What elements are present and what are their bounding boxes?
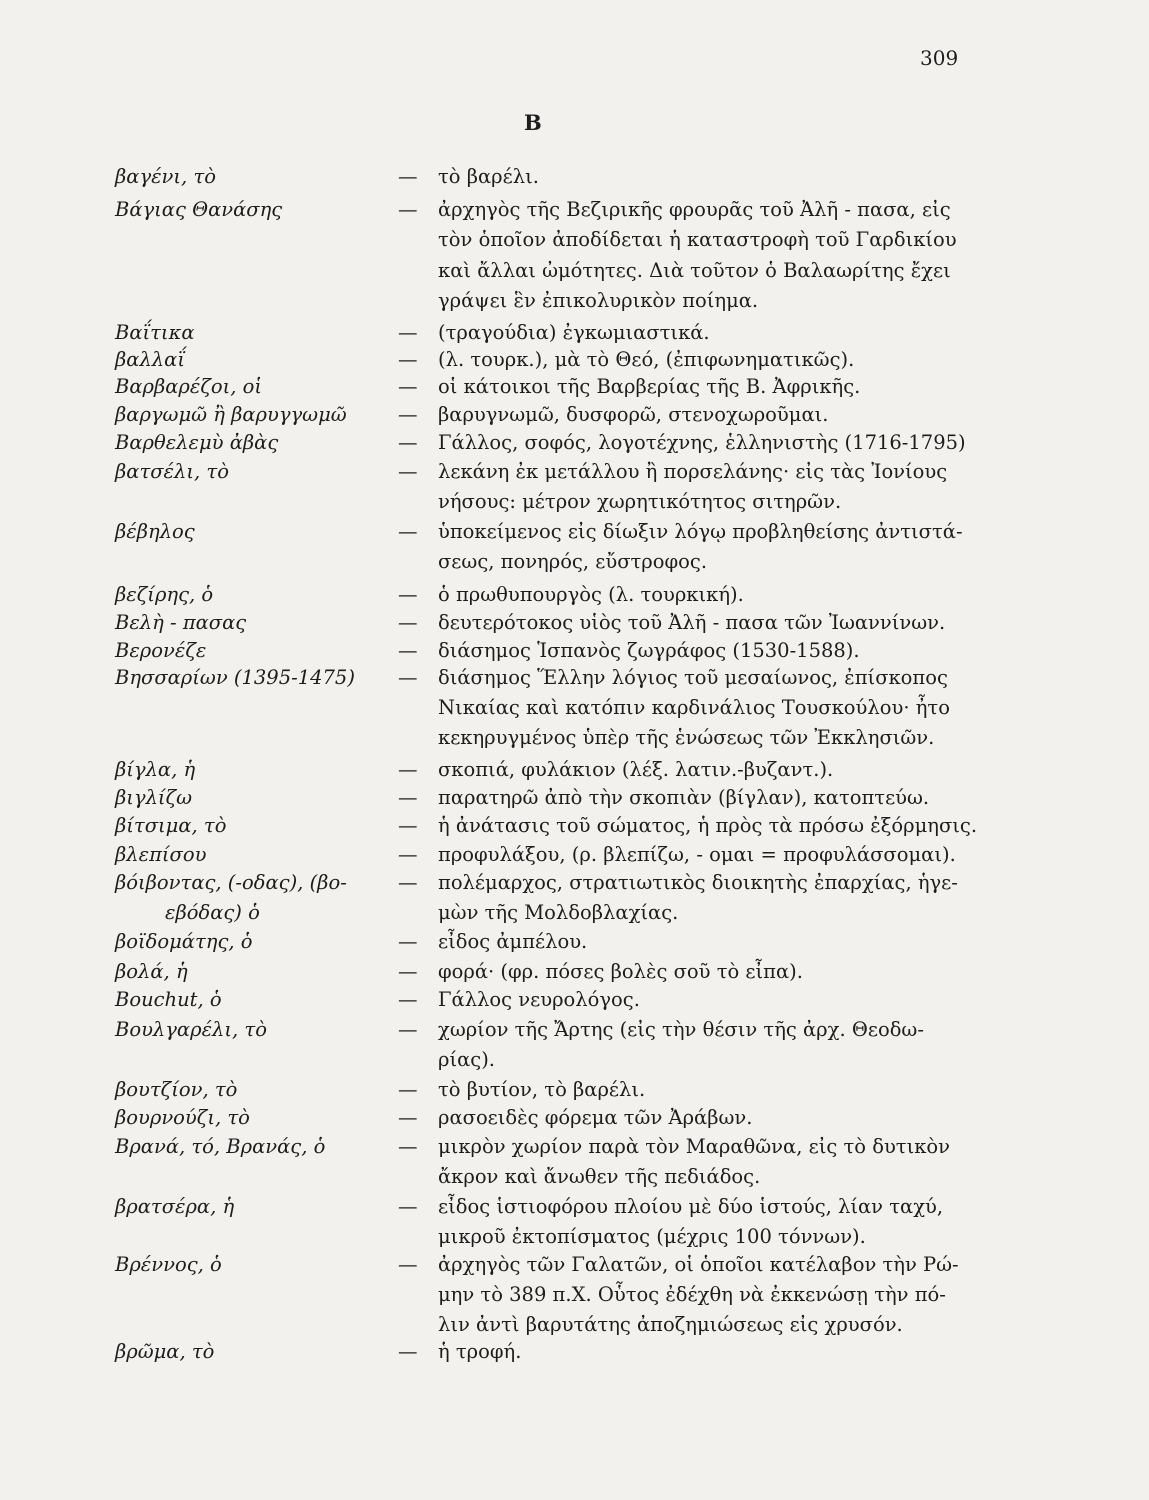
headword: βλεπίσου [115,843,207,866]
entry-line [0,608,1149,638]
entry-dash: — [398,165,418,188]
headword: βέβηλος [115,520,195,543]
headword: Bouchut, ὁ [115,988,222,1011]
entry-dash: — [398,460,418,483]
definition-text: εἶδος ἀμπέλου. [438,930,588,953]
headword: Βερονέζε [115,639,207,662]
entry-dash: — [398,1018,418,1041]
definition-text: σκοπιά, φυλάκιον (λέξ. λατιν.-βυζαντ.). [438,758,834,781]
definition-text: βαρυγνωμῶ, δυσφορῶ, στενοχωροῦμαι. [438,403,829,426]
definition-text: μὼν τῆς Μολδοβλαχίας. [438,901,679,924]
definition-text: γράψει ἓν ἐπικολυρικὸν ποίημα. [438,289,759,312]
headword: Βάγιας Θανάσης [115,198,283,221]
section-letter: B [524,110,542,135]
definition-text: Γάλλος νευρολόγος. [438,988,640,1011]
continuation-line [0,1222,1149,1252]
entry-dash: — [398,1078,418,1101]
definition-text: νήσους: μέτρον χωρητικότητος σιτηρῶν. [438,490,842,513]
entry-line [0,1132,1149,1162]
continuation-line [0,1162,1149,1192]
headword: βρατσέρα, ἡ [115,1195,235,1218]
continuation-line [0,1280,1149,1310]
entry-dash: — [398,375,418,398]
definition-text: λιν ἀντὶ βαρυτάτης ἀποζημιώσεως εἰς χρυσόν. [438,1313,903,1336]
entry-line [0,162,1149,192]
entry-line [0,195,1149,225]
entry-line [0,868,1149,898]
entry-line [0,428,1149,458]
entry-dash: — [398,988,418,1011]
definition-text: καὶ ἄλλαι ὠμότητες. Διὰ τοῦτον ὁ Βαλαωρίτης ἔχει [438,259,951,282]
definition-text: (τραγούδια) ἐγκωμιαστικά. [438,321,710,344]
definition-text: μικρὸν χωρίον παρὰ τὸν Μαραθῶνα, εἰς τὸ δυτικὸν [438,1135,951,1158]
headword: βίτσιμα, τὸ [115,814,227,837]
entry-line [0,957,1149,987]
entry-line [0,755,1149,785]
entry-line [0,318,1149,348]
entry-dash: — [398,786,418,809]
continuation-line [0,898,1149,928]
entry-dash: — [398,814,418,837]
definition-text: ὑποκείμενος εἰς δίωξιν λόγῳ προβληθείσης ἀντιστά- [438,520,963,543]
definition-text: μικροῦ ἐκτοπίσματος (μέχρις 100 τόννων). [438,1225,866,1248]
definition-text: παρατηρῶ ἀπὸ τὴν σκοπιὰν (βίγλαν), κατοπτεύω. [438,786,930,809]
headword: Βαρβαρέζοι, οἱ [115,375,263,398]
entry-line [0,372,1149,402]
entry-dash: — [398,348,418,371]
definition-text: Γάλλος, σοφός, λογοτέχνης, ἑλληνιστὴς (1716-1795) [438,431,966,454]
headword: Βελὴ - πασας [115,611,247,634]
headword: Βαρθελεμὺ ἀβὰς [115,431,279,454]
definition-text: τὸν ὁποῖον ἀποδίδεται ἡ καταστροφὴ τοῦ Γαρδικίου [438,228,957,251]
entry-line [0,1250,1149,1280]
headword: βουρνούζι, τὸ [115,1106,250,1129]
entry-line [0,811,1149,841]
continuation-line [0,693,1149,723]
definition-text: εἶδος ἱστιοφόρου πλοίου μὲ δύο ἱστούς, λίαν ταχύ, [438,1195,944,1218]
entry-dash: — [398,1195,418,1218]
entry-dash: — [398,871,418,894]
continuation-line [0,1045,1149,1075]
page-number: 309 [920,46,959,70]
headword: Βρέννος, ὁ [115,1253,222,1276]
definition-text: ἡ τροφή. [438,1340,522,1363]
entry-dash: — [398,1106,418,1129]
headword: βαλλαΐ [115,348,185,371]
definition-text: οἱ κάτοικοι τῆς Βαρβερίας τῆς Β. Ἀφρικῆς. [438,375,861,398]
headword: βόιβοντας, (-οδας), (βο- [115,871,347,894]
entry-dash: — [398,611,418,634]
entry-line [0,1015,1149,1045]
entry-dash: — [398,1340,418,1363]
entry-line [0,457,1149,487]
definition-text: Νικαίας καὶ κατόπιν καρδινάλιος Τουσκούλου· ἦτο [438,696,950,719]
entry-dash: — [398,960,418,983]
entry-line [0,985,1149,1015]
definition-text: μην τὸ 389 π.Χ. Οὗτος ἐδέχθη νὰ ἐκκενώσῃ τὴν πό- [438,1283,946,1306]
continuation-line [0,286,1149,316]
definition-text: ἄκρον καὶ ἄνωθεν τῆς πεδιάδος. [438,1165,761,1188]
definition-text: χωρίον τῆς Ἄρτης (εἰς τὴν θέσιν τῆς ἀρχ. Θεοδω- [438,1018,924,1041]
definition-text: φορά· (φρ. πόσες βολὲς σοῦ τὸ εἶπα). [438,960,803,983]
headword: Βησσαρίων (1395-1475) [115,666,355,689]
entry-line [0,1075,1149,1105]
definition-text: ἡ ἀνάτασις τοῦ σώματος, ἡ πρὸς τὰ πρόσω ἐξόρμησις. [438,814,978,837]
headword: βρῶμα, τὸ [115,1340,215,1363]
entry-dash: — [398,520,418,543]
entry-dash: — [398,843,418,866]
definition-text: κεκηρυγμένος ὑπὲρ τῆς ἑνώσεως τῶν Ἐκκλησιῶν. [438,726,935,749]
entry-dash: — [398,1253,418,1276]
entry-line [0,400,1149,430]
entry-dash: — [398,666,418,689]
headword: Βρανά, τό, Βρανάς, ὁ [115,1135,326,1158]
definition-text: διάσημος Ἱσπανὸς ζωγράφος (1530-1588). [438,639,860,662]
headword: βατσέλι, τὸ [115,460,229,483]
headword: βίγλα, ἡ [115,758,196,781]
definition-text: ὁ πρωθυπουργὸς (λ. τουρκική). [438,583,744,606]
entry-dash: — [398,403,418,426]
continuation-line [0,723,1149,753]
continuation-line [0,487,1149,517]
headword: βαγένι, τὸ [115,165,216,188]
entry-line [0,927,1149,957]
entry-line [0,1337,1149,1367]
entry-line [0,517,1149,547]
definition-text: τὸ βυτίον, τὸ βαρέλι. [438,1078,646,1101]
definition-text: λεκάνη ἐκ μετάλλου ἢ πορσελάνης· εἰς τὰς Ἰονίους [438,460,948,483]
definition-text: πολέμαρχος, στρατιωτικὸς διοικητὴς ἐπαρχίας, ἡγε- [438,871,958,894]
entry-line [0,783,1149,813]
headword: βοϊδομάτης, ὁ [115,930,253,953]
entry-dash: — [398,930,418,953]
headword: βιγλίζω [115,786,193,809]
headword: Βουλγαρέλι, τὸ [115,1018,267,1041]
entry-dash: — [398,1135,418,1158]
headword: βουτζίον, τὸ [115,1078,238,1101]
entry-dash: — [398,758,418,781]
continuation-line [0,1310,1149,1340]
definition-text: προφυλάξου, (ρ. βλεπίζω, - ομαι = προφυλάσσομαι). [438,843,956,866]
continuation-line [0,256,1149,286]
definition-text: ρίας). [438,1048,496,1071]
headword-continuation: εβόδας) ὁ [165,901,260,924]
entry-line [0,580,1149,610]
entry-line [0,1192,1149,1222]
headword: βαργωμῶ ἢ βαρυγγωμῶ [115,403,347,426]
entry-dash: — [398,639,418,662]
definition-text: τὸ βαρέλι. [438,165,539,188]
entry-dash: — [398,321,418,344]
headword: βεζίρης, ὁ [115,583,214,606]
continuation-line [0,225,1149,255]
headword: βολά, ἡ [115,960,188,983]
headword: Βαΐτικα [115,321,195,344]
entry-line [0,636,1149,666]
entry-line [0,345,1149,375]
definition-text: ἀρχηγὸς τῶν Γαλατῶν, οἱ ὁποῖοι κατέλαβον τὴν Ρώ- [438,1253,959,1276]
entry-line [0,663,1149,693]
definition-text: σεως, πονηρός, εὔστροφος. [438,550,708,573]
entry-dash: — [398,198,418,221]
entry-dash: — [398,431,418,454]
entry-line [0,840,1149,870]
entry-line [0,1103,1149,1133]
entry-dash: — [398,583,418,606]
continuation-line [0,547,1149,577]
definition-text: δευτερότοκος υἱὸς τοῦ Ἀλῆ - πασα τῶν Ἰωαννίνων. [438,611,946,634]
definition-text: διάσημος Ἕλλην λόγιος τοῦ μεσαίωνος, ἐπίσκοπος [438,666,948,689]
definition-text: ρασοειδὲς φόρεμα τῶν Ἀράβων. [438,1106,753,1129]
definition-text: (λ. τουρκ.), μὰ τὸ Θεό, (ἐπιφωνηματικῶς). [438,348,855,371]
definition-text: ἀρχηγὸς τῆς Βεζιρικῆς φρουρᾶς τοῦ Ἀλῆ - πασα, εἰς [438,198,951,221]
